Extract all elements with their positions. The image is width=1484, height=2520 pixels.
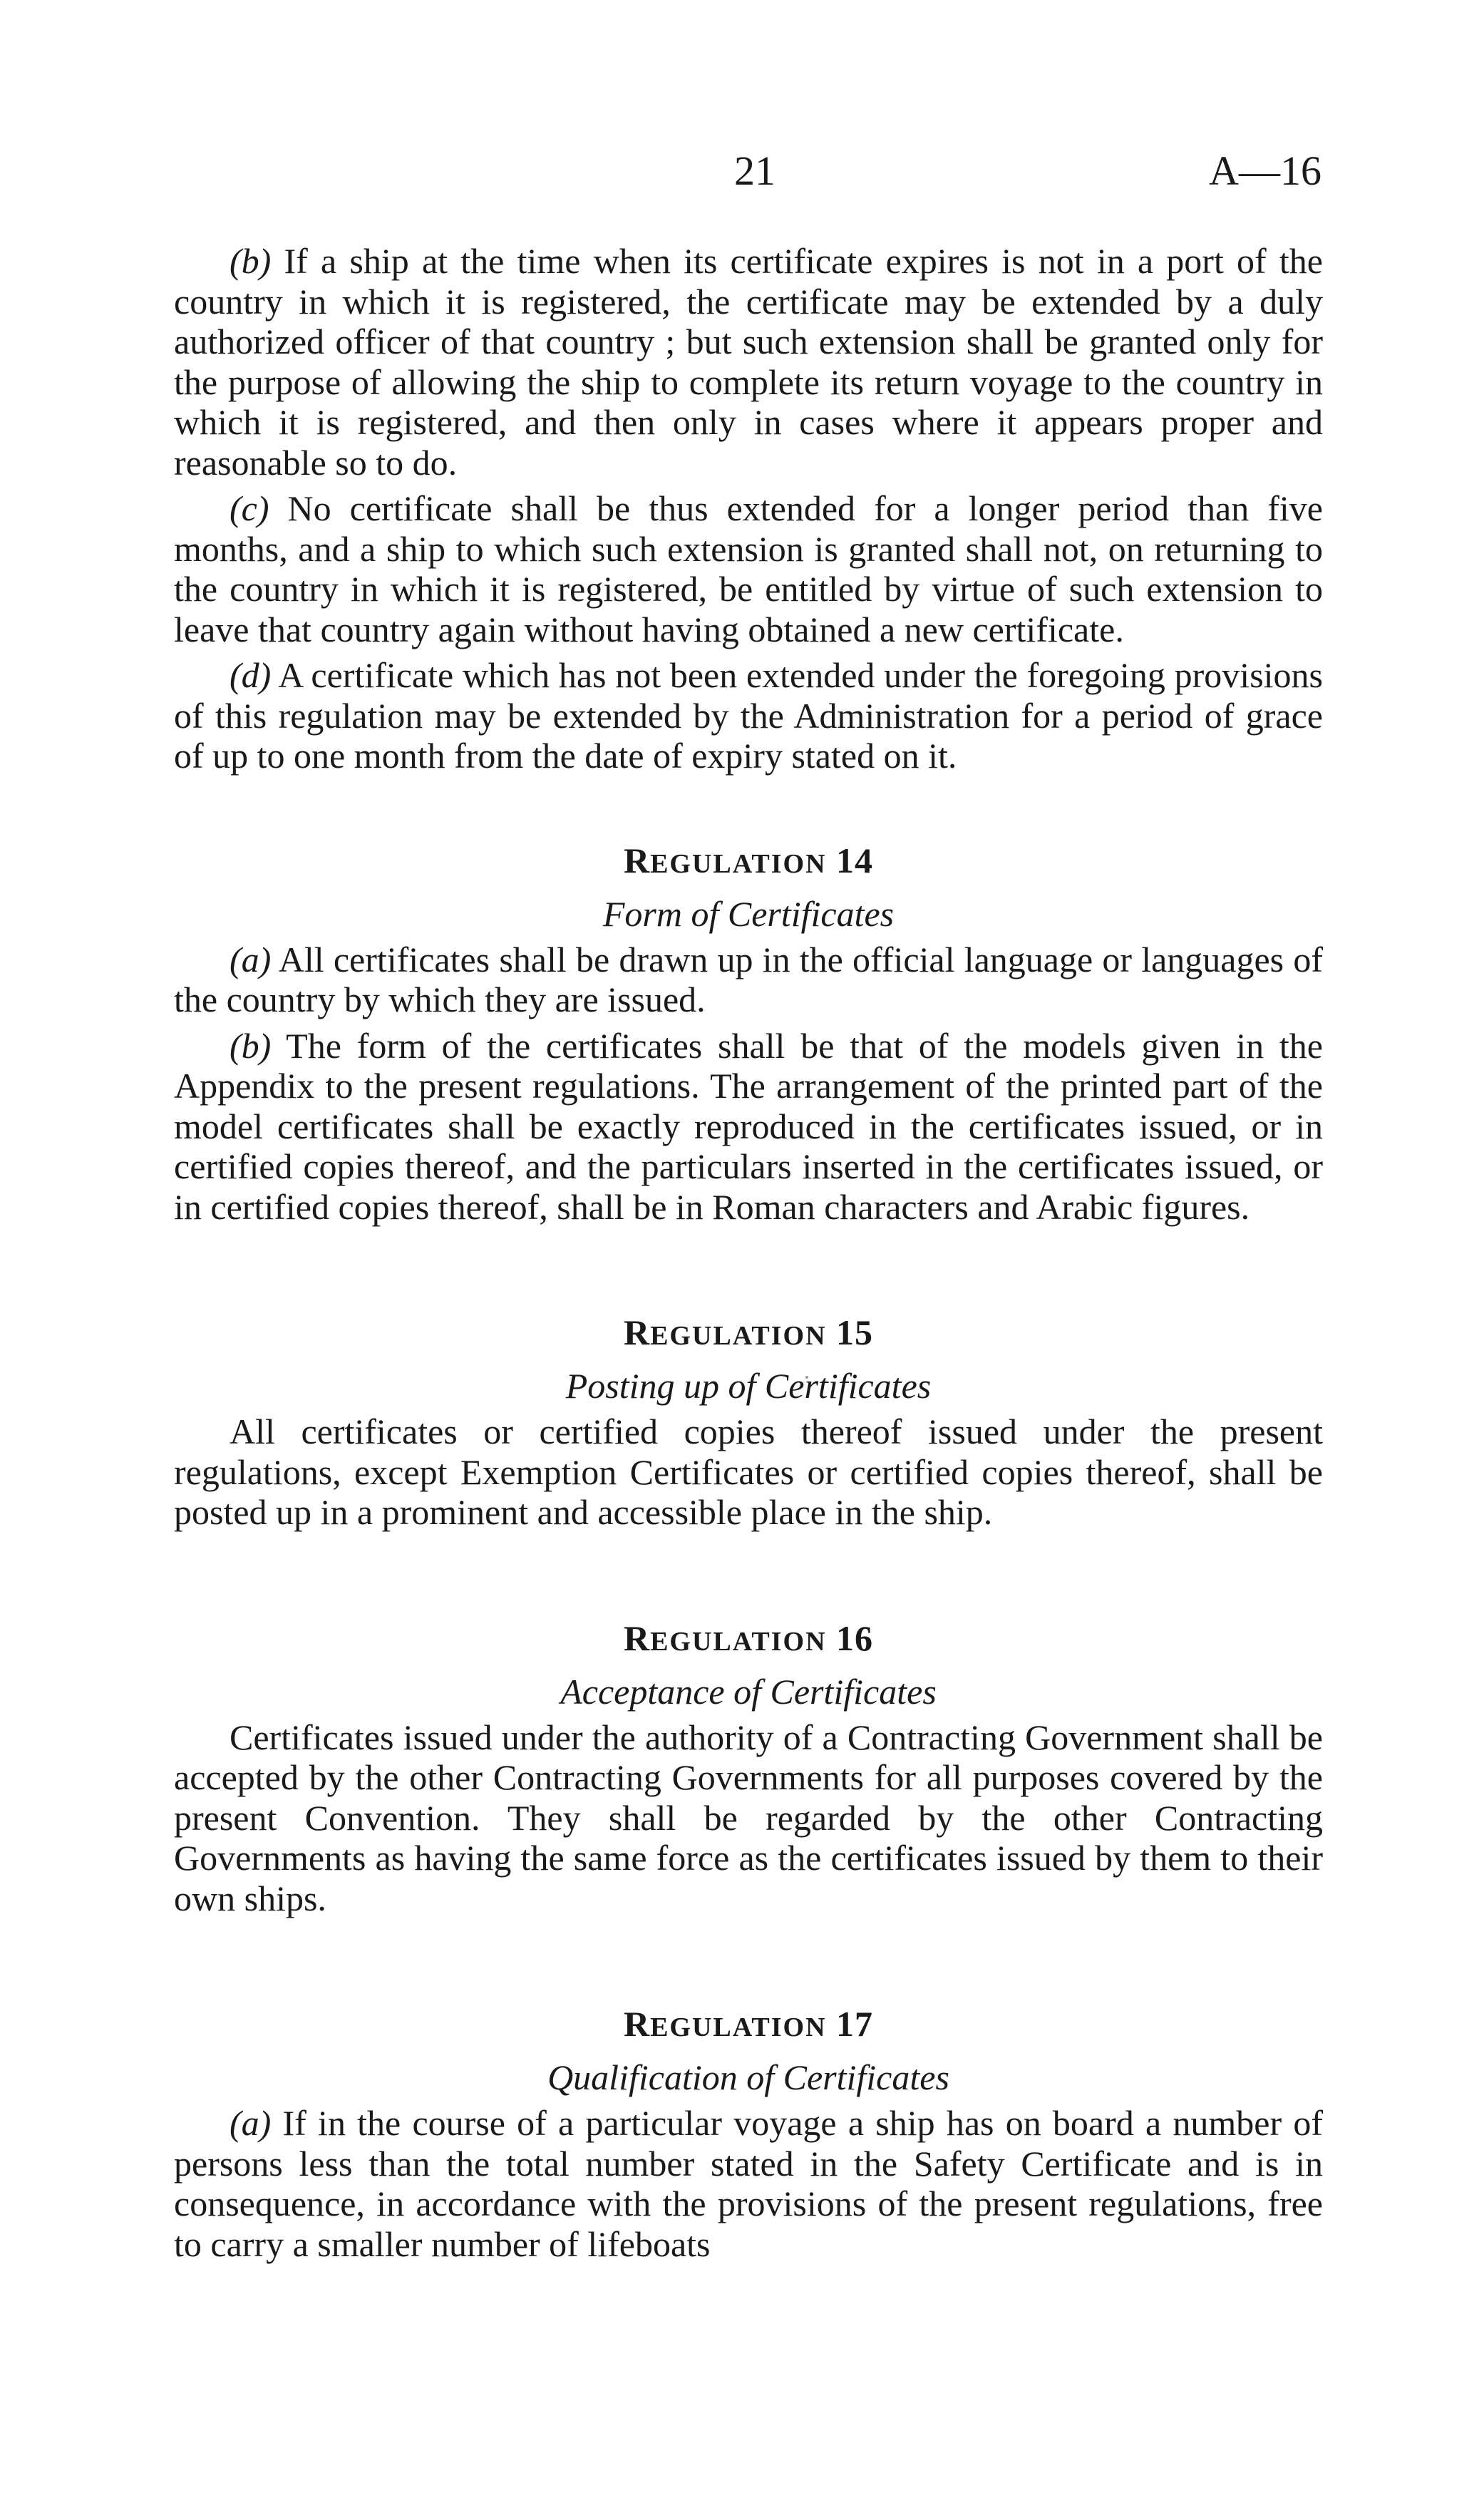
heading-initial: R — [623, 1618, 651, 1658]
paragraph-text: A certificate which has not been extended under the foregoing provisions of this regulation may be extended by the Administration for a period of grace of up to one month from the date of expiry stated on it. — [174, 655, 1323, 776]
paragraph-text: If in the course of a particular voyage a ship has on board a number of persons less than the total number stated in the Safety Certificate and is in consequence, in accordance with the provisions of the present regulations, free to carry a smaller number of lifeboats — [174, 2103, 1323, 2264]
paragraph-text: No certificate shall be thus extended for a longer period than five months, and a ship to which such extension is granted shall not, on returning to the country in which it is registered, be entitled by virtue of such extension to leave that country again without having obtained a new certificate. — [174, 488, 1323, 649]
regulation-17 — [174, 2002, 1323, 2264]
paragraph-b — [174, 1026, 1323, 1228]
heading-initial: R — [623, 1312, 651, 1352]
regulation-subtitle: Qualification of Certificates — [547, 2057, 949, 2097]
regulation-subtitle: Posting up of Certificates — [565, 1366, 932, 1406]
regulation-subtitle: Acceptance of Certificates — [560, 1671, 937, 1712]
paragraph-label: (a) — [230, 939, 272, 979]
paragraph — [174, 1717, 1323, 1919]
regulation-subtitle: Form of Certificates — [602, 893, 895, 934]
paragraph-d — [174, 655, 1323, 776]
regulation-number: 17 — [836, 2004, 874, 2044]
regulation-heading — [174, 2002, 1323, 2049]
page-number: 21 — [734, 148, 776, 194]
paragraph-label: (a) — [230, 2103, 272, 2143]
paragraph-a — [174, 940, 1323, 1020]
regulation-16 — [174, 1617, 1323, 1919]
paragraph — [174, 1411, 1323, 1533]
paragraph-text: Certificates issued under the authority of a Contracting Government shall be accepted by the other Contracting Governments for all purposes covered by the present Convention. They shall be regarded by the other Contracting Governments as having the same force as the certificates issued by them to their own ships. — [174, 1717, 1323, 1918]
document-code: A—16 — [1209, 148, 1321, 194]
regulation-number: 15 — [836, 1312, 874, 1352]
page-body — [174, 241, 1323, 2264]
heading-initial: R — [623, 2004, 651, 2044]
regulation-heading — [174, 839, 1323, 885]
paragraph-label: (d) — [230, 655, 272, 695]
paragraph-b — [174, 241, 1323, 483]
paragraph-label: (c) — [230, 488, 269, 528]
paragraph-text: If a ship at the time when its certificate expires is not in a port of the country in which it is registered, the certificate may be extended by a duly authorized officer of that country ; but such extension shall be granted only for the purpose of allowing the ship to complete its return voyage to the country in which it is registered, and then only in cases where it appears proper and reasonable so to do. — [174, 241, 1323, 483]
regulation-number: 14 — [836, 840, 874, 880]
continued-regulation-13 — [174, 241, 1323, 776]
regulation-heading — [174, 1617, 1323, 1663]
regulation-14 — [174, 839, 1323, 1228]
paragraph-a — [174, 2103, 1323, 2264]
heading-rest: EGULATION — [650, 848, 827, 879]
regulation-number: 16 — [836, 1618, 874, 1658]
heading-rest: EGULATION — [650, 1321, 827, 1351]
paragraph-c — [174, 488, 1323, 649]
regulation-heading — [174, 1311, 1323, 1357]
regulation-15 — [174, 1311, 1323, 1533]
paragraph-text: The form of the certificates shall be that of the models given in the Appendix to the present regulations. The arrangement of the printed part of the model certificates shall be exactly reproduced in the certificates issued, or in certified copies thereof, and the particulars inserted in the certificates issued, or in certified copies thereof, shall be in Roman characters and Arabic figures. — [174, 1025, 1323, 1227]
paragraph-label: (b) — [230, 1025, 272, 1066]
paragraph-label: (b) — [230, 241, 272, 281]
heading-rest: EGULATION — [650, 1626, 827, 1657]
heading-rest: EGULATION — [650, 2012, 827, 2042]
paragraph-text: All certificates or certified copies thereof issued under the present regulations, except Exemption Certificates or certified copies thereof, shall be posted up in a prominent and accessible place in the ship. — [174, 1411, 1323, 1532]
paragraph-text: All certificates shall be drawn up in the official language or languages of the country by which they are issued. — [174, 939, 1323, 1019]
heading-initial: R — [623, 840, 651, 880]
page-header — [0, 143, 1484, 207]
